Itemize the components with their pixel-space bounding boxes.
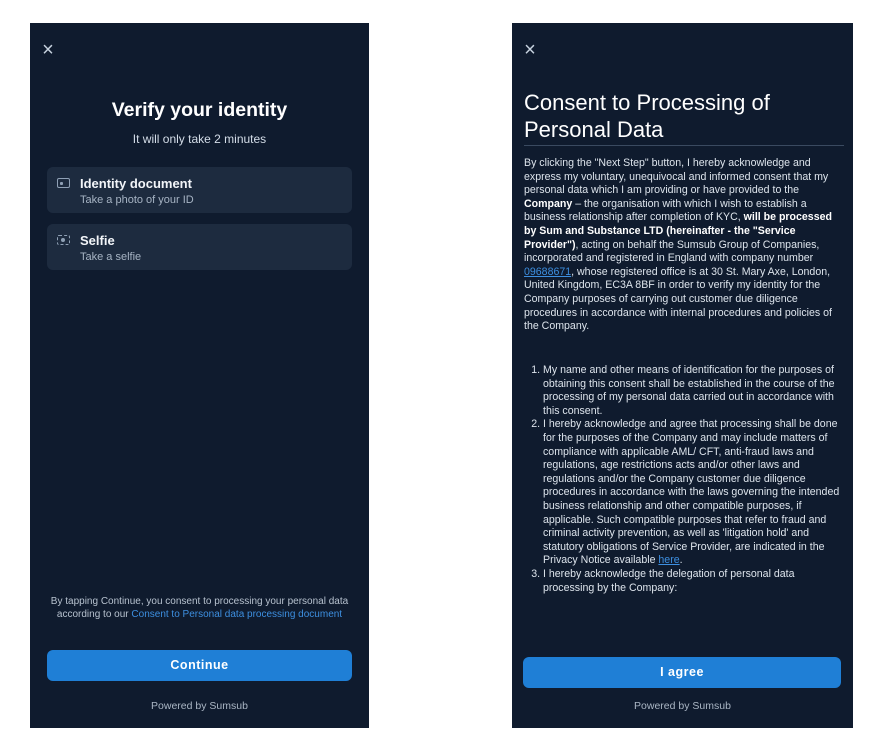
option-subtitle: Take a photo of your ID <box>80 194 194 206</box>
option-subtitle: Take a selfie <box>80 251 142 263</box>
consent-note <box>50 596 349 621</box>
body-text: – the organisation with which I wish to establish a business relationship after completion of KYC, <box>524 197 807 224</box>
list-item <box>543 568 844 595</box>
continue-button[interactable]: Continue <box>47 650 352 681</box>
body-text: , whose registered office is at 30 St. Mary Axe, London, United Kingdom, EC3A 8BF in order to verify my identity for the Company purposes of carrying out customer due diligence procedures in accordance with internal procedures and policies of the Company. <box>524 265 832 333</box>
close-icon[interactable]: × <box>524 39 536 61</box>
page-title: Verify your identity <box>111 99 288 121</box>
option-title: Identity document <box>80 176 192 191</box>
consent-title: Consent to Processing of Personal Data <box>524 89 844 146</box>
identity-document-option[interactable] <box>47 167 352 213</box>
consent-screen <box>512 23 853 728</box>
selfie-option[interactable] <box>47 224 352 270</box>
body-text: , acting on behalf the Sumsub Group of Companies, incorporated and registered in England with company number <box>524 238 820 265</box>
consent-list <box>524 364 844 595</box>
option-title: Selfie <box>80 233 115 248</box>
privacy-notice-link[interactable]: here <box>658 554 680 567</box>
list-item-text: My name and other means of identification for the purposes of obtaining this consent shall be established in the course of the processing of my personal data carried out in accordance with this consent. <box>543 364 835 417</box>
consent-document-link[interactable]: Consent to Personal data processing document <box>131 608 343 620</box>
list-item: 2. I hereby acknowledge and agree that processing shall be done for the purposes of the Company and may include matters of compliance with applicable AML/ CFT, anti-fraud laws and regulations, age restrictions acts and/or other laws and regulations and/or the Company customer due diligence procedures in accordance with the laws governing the intended business relationship and other compatible purposes, if applicable. Such compatible purposes that refer to fraud and criminal activity prevention, as well as 'litigation hold' and statutory obligations of Service Provider, are indicated in the Privacy Notice available here. <box>543 418 844 568</box>
powered-by: Powered by Sumsub <box>634 700 731 712</box>
face-scan-icon <box>57 235 70 245</box>
powered-by: Powered by Sumsub <box>151 700 248 712</box>
service-provider-term: will be processed by Sum and Substance LTD (hereinafter - the "Service Provider") <box>524 211 832 251</box>
consent-text: By tapping Continue, you consent to processing your personal data according to our <box>50 596 349 620</box>
id-card-icon <box>57 178 70 188</box>
body-text: By clicking the "Next Step" button, I hereby acknowledge and express my voluntary, unequivocal and informed consent that my personal data which I am providing or have provided to the <box>524 157 829 197</box>
list-item-text: I hereby acknowledge the delegation of personal data processing by the Company: <box>543 567 795 594</box>
list-item <box>543 364 844 418</box>
company-number-link[interactable]: 09688671 <box>524 265 572 278</box>
consent-body <box>524 157 844 334</box>
verify-identity-screen <box>30 23 369 728</box>
page-subtitle: It will only take 2 minutes <box>132 132 267 146</box>
agree-button[interactable]: I agree <box>523 657 841 688</box>
list-item-text: I hereby acknowledge and agree that processing shall be done for the purposes of the Company and may include matters of compliance with applicable AML/ CFT, anti-fraud laws and regulations, age restrictions acts and/or other laws and regulations and/or the Company customer due diligence procedures in accordance with the laws governing the intended business relationship and other compatible purposes, if applicable. Such compatible purposes that refer to fraud and criminal activity prevention, as well as 'litigation hold' and statutory obligations of Service Provider, are indicated in the Privacy Notice available <box>543 418 840 567</box>
close-icon[interactable]: × <box>42 39 54 61</box>
company-term: Company <box>524 197 573 210</box>
